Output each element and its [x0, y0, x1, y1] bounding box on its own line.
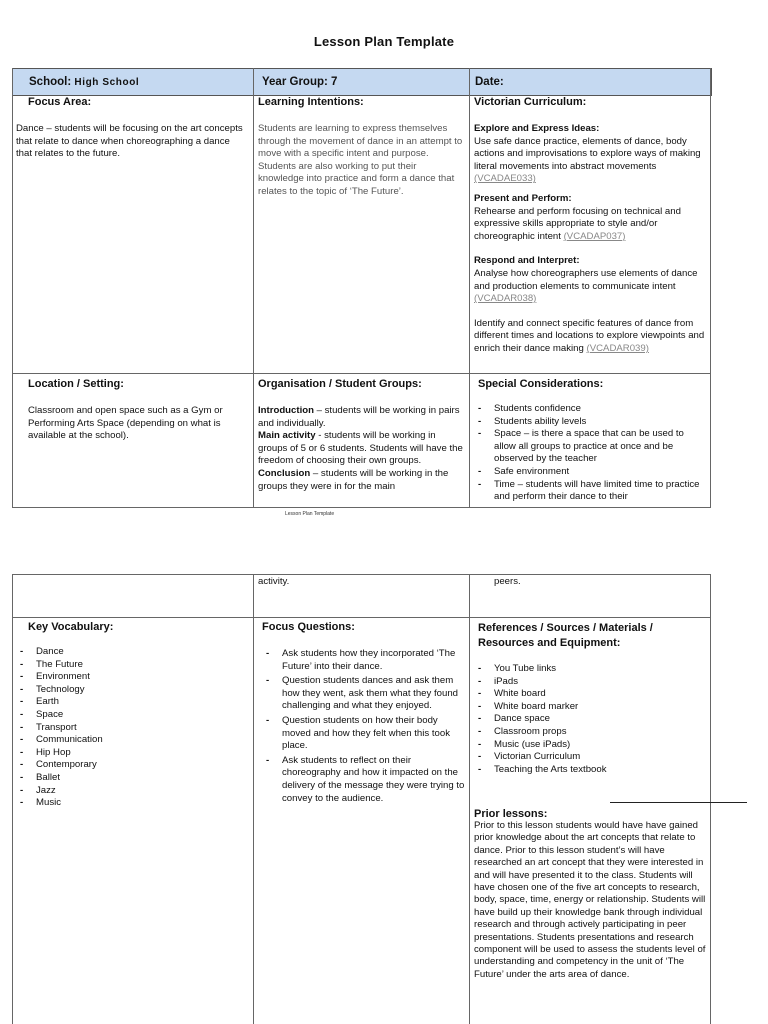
- special-considerations-continued: peers.: [494, 576, 521, 587]
- identify-description: Identify and connect specific features of dance from different times and locations to explore viewpoints and enrich their dance making: [474, 317, 705, 354]
- list-item: - Students confidence: [474, 403, 708, 416]
- year-group: Year Group: 7: [262, 76, 338, 88]
- list-item: - iPads: [474, 676, 708, 689]
- list-item: - Teaching the Arts textbook: [474, 764, 708, 777]
- prior-lessons-text: Prior to this lesson students would have have gained prior knowledge about the art concepts that relate to dance. Prior to this lesson student’s will have researched an art concept that they were interested in and will have presented it to the class. Students will have chosen one of the five art concepts to research, body, space, time, energy or relationship. Students will have build up their knowledge bank through individual research and through actively participating in peer presentations. Students presentations and research component will be used to assess the students level of understanding and competency in the unit of ‘The Future’ under the arts area of dance.: [474, 820, 706, 980]
- focus-questions-heading: Focus Questions:: [262, 621, 355, 633]
- school-cell: [13, 69, 253, 95]
- list-item: - White board: [474, 688, 708, 701]
- key-vocabulary-list: [16, 646, 248, 810]
- prior-lessons-cell: [474, 808, 708, 981]
- date-label: Date:: [475, 76, 504, 88]
- references-heading-line2: Resources and Equipment:: [478, 637, 621, 649]
- list-item: - Students ability levels: [474, 416, 708, 429]
- divider: [253, 574, 254, 1024]
- focus-area-text: Dance – students will be focusing on the art concepts that relate to dance when choreographing a dance that relates to the future.: [16, 123, 243, 160]
- list-item: - Ask students how they incorporated ‘The Future’ into their dance.: [262, 648, 466, 673]
- present-description: Rehearse and perform focusing on technical and expressive skills appropriate to style and/or choreographic intent: [474, 205, 681, 242]
- intro-label: Introduction: [258, 405, 314, 416]
- special-considerations-heading: Special Considerations:: [478, 378, 604, 390]
- focus-questions-cell: [262, 621, 466, 805]
- focus-area-heading: Focus Area:: [28, 96, 92, 108]
- organisation-cell: [258, 378, 464, 506]
- present-code-link[interactable]: (VCADAP037): [563, 230, 626, 242]
- focus-questions-list: [262, 648, 466, 805]
- location-heading: Location / Setting:: [28, 378, 124, 390]
- list-item: - Dance space: [474, 713, 708, 726]
- main-text: - students will be working in groups of 5 or 6 students. Students will have the freedom of choosing their own groups.: [258, 430, 463, 467]
- page-footer: Lesson Plan Template: [285, 511, 335, 517]
- explore-heading: Explore and Express Ideas:: [474, 123, 600, 134]
- list-item: - Music (use iPads): [474, 739, 708, 752]
- organisation-main: [258, 430, 464, 468]
- divider: [469, 68, 470, 508]
- key-vocabulary-heading: Key Vocabulary:: [28, 621, 114, 633]
- divider: [12, 617, 711, 618]
- organisation-intro: [258, 405, 464, 430]
- list-item: - You Tube links: [474, 663, 708, 676]
- list-item: - Victorian Curriculum: [474, 751, 708, 764]
- organisation-continued: activity.: [258, 576, 290, 587]
- list-item: - Question students dances and ask them how they went, ask them what they found challenging and what they enjoyed.: [262, 675, 466, 713]
- date-cell: [471, 69, 711, 95]
- list-item: - Ask students to reflect on their choreography and how it impacted on the delivery of the message they were trying to convey to the audience.: [262, 755, 466, 805]
- present-heading: Present and Perform:: [474, 192, 572, 204]
- conclusion-label: Conclusion: [258, 467, 311, 479]
- divider: [710, 68, 711, 508]
- respond-heading: Respond and Interpret:: [474, 255, 580, 267]
- learning-intentions-text: Students are learning to express themselves through the movement of dance in an attempt to move with a specific intent and purpose. Students are also working to put their knowledge into practice and form a dance that relates to the topic of ‘The Future’.: [258, 123, 463, 197]
- school-value: High School: [74, 77, 140, 88]
- list-item: - Space: [16, 709, 248, 722]
- list-item: - Transport: [16, 722, 248, 735]
- list-item: - Technology: [16, 684, 248, 697]
- divider: [12, 68, 13, 508]
- references-heading-line1: References / Sources / Materials /: [478, 622, 653, 634]
- organisation-heading: Organisation / Student Groups:: [258, 378, 422, 390]
- list-item: - Earth: [16, 696, 248, 709]
- location-text: Classroom and open space such as a Gym or Performing Arts Space (depending on what is available at the school).: [28, 405, 223, 442]
- victorian-curriculum-heading: Victorian Curriculum:: [474, 96, 587, 108]
- page-title: Lesson Plan Template: [313, 34, 455, 49]
- list-item: - The Future: [16, 659, 248, 672]
- list-item: - Environment: [16, 671, 248, 684]
- explore-code-link[interactable]: (VCADAE033): [474, 173, 536, 185]
- divider: [610, 802, 747, 803]
- divider: [12, 507, 711, 508]
- conclusion-text: – students will be working in the groups they were in for the main: [258, 467, 449, 492]
- divider: [12, 574, 711, 575]
- list-item: - Dance: [16, 646, 248, 659]
- list-item: - Time – students will have limited time to practice and perform their dance to their: [474, 479, 708, 504]
- special-considerations-list: [474, 403, 708, 504]
- divider: [12, 574, 13, 1024]
- identify-text: [474, 318, 708, 356]
- divider: [710, 574, 711, 1024]
- list-item: - Communication: [16, 734, 248, 747]
- divider: [253, 68, 254, 508]
- explore-description: Use safe dance practice, elements of dance, body actions and improvisations to explore ways of making literal movements into abstract movements: [474, 135, 701, 172]
- list-item: - Classroom props: [474, 726, 708, 739]
- prior-lessons-heading: Prior lessons:: [474, 808, 548, 820]
- list-item: - Jazz: [16, 785, 248, 798]
- respond-text: [474, 268, 708, 306]
- identify-code-link[interactable]: (VCADAR039): [586, 342, 649, 354]
- list-item: - Space – is there a space that can be used to allow all groups to practice at once and be observed by the teacher: [474, 428, 708, 466]
- victorian-curriculum-cell: [474, 96, 708, 356]
- list-item: - Ballet: [16, 772, 248, 785]
- divider: [12, 373, 711, 374]
- respond-description: Analyse how choreographers use elements of dance and production elements to communicate intent: [474, 267, 698, 292]
- location-cell: [28, 378, 248, 443]
- list-item: - Question students on how their body moved and how they felt when this took place.: [262, 715, 466, 753]
- references-cell: [478, 621, 708, 776]
- divider: [469, 574, 470, 1024]
- focus-area-cell: [16, 96, 248, 161]
- list-item: - Contemporary: [16, 759, 248, 772]
- key-vocabulary-cell: [16, 621, 248, 810]
- learning-intentions-heading: Learning Intentions:: [258, 96, 364, 108]
- organisation-conclusion: [258, 468, 464, 493]
- learning-intentions-cell: [258, 96, 464, 199]
- year-group-cell: [254, 69, 470, 95]
- respond-code-link[interactable]: (VCADAR038): [474, 293, 537, 305]
- list-item: - Hip Hop: [16, 747, 248, 760]
- references-list: [474, 663, 708, 776]
- school-label: School:: [29, 76, 72, 88]
- explore-text: [474, 136, 708, 186]
- list-item: - Music: [16, 797, 248, 810]
- list-item: - Safe environment: [474, 466, 708, 479]
- present-text: [474, 206, 708, 244]
- main-label: Main activity: [258, 430, 316, 442]
- intro-text: – students will be working in pairs and individually.: [258, 405, 460, 429]
- list-item: - White board marker: [474, 701, 708, 714]
- special-considerations-cell: [474, 378, 708, 506]
- header-row: [12, 68, 712, 96]
